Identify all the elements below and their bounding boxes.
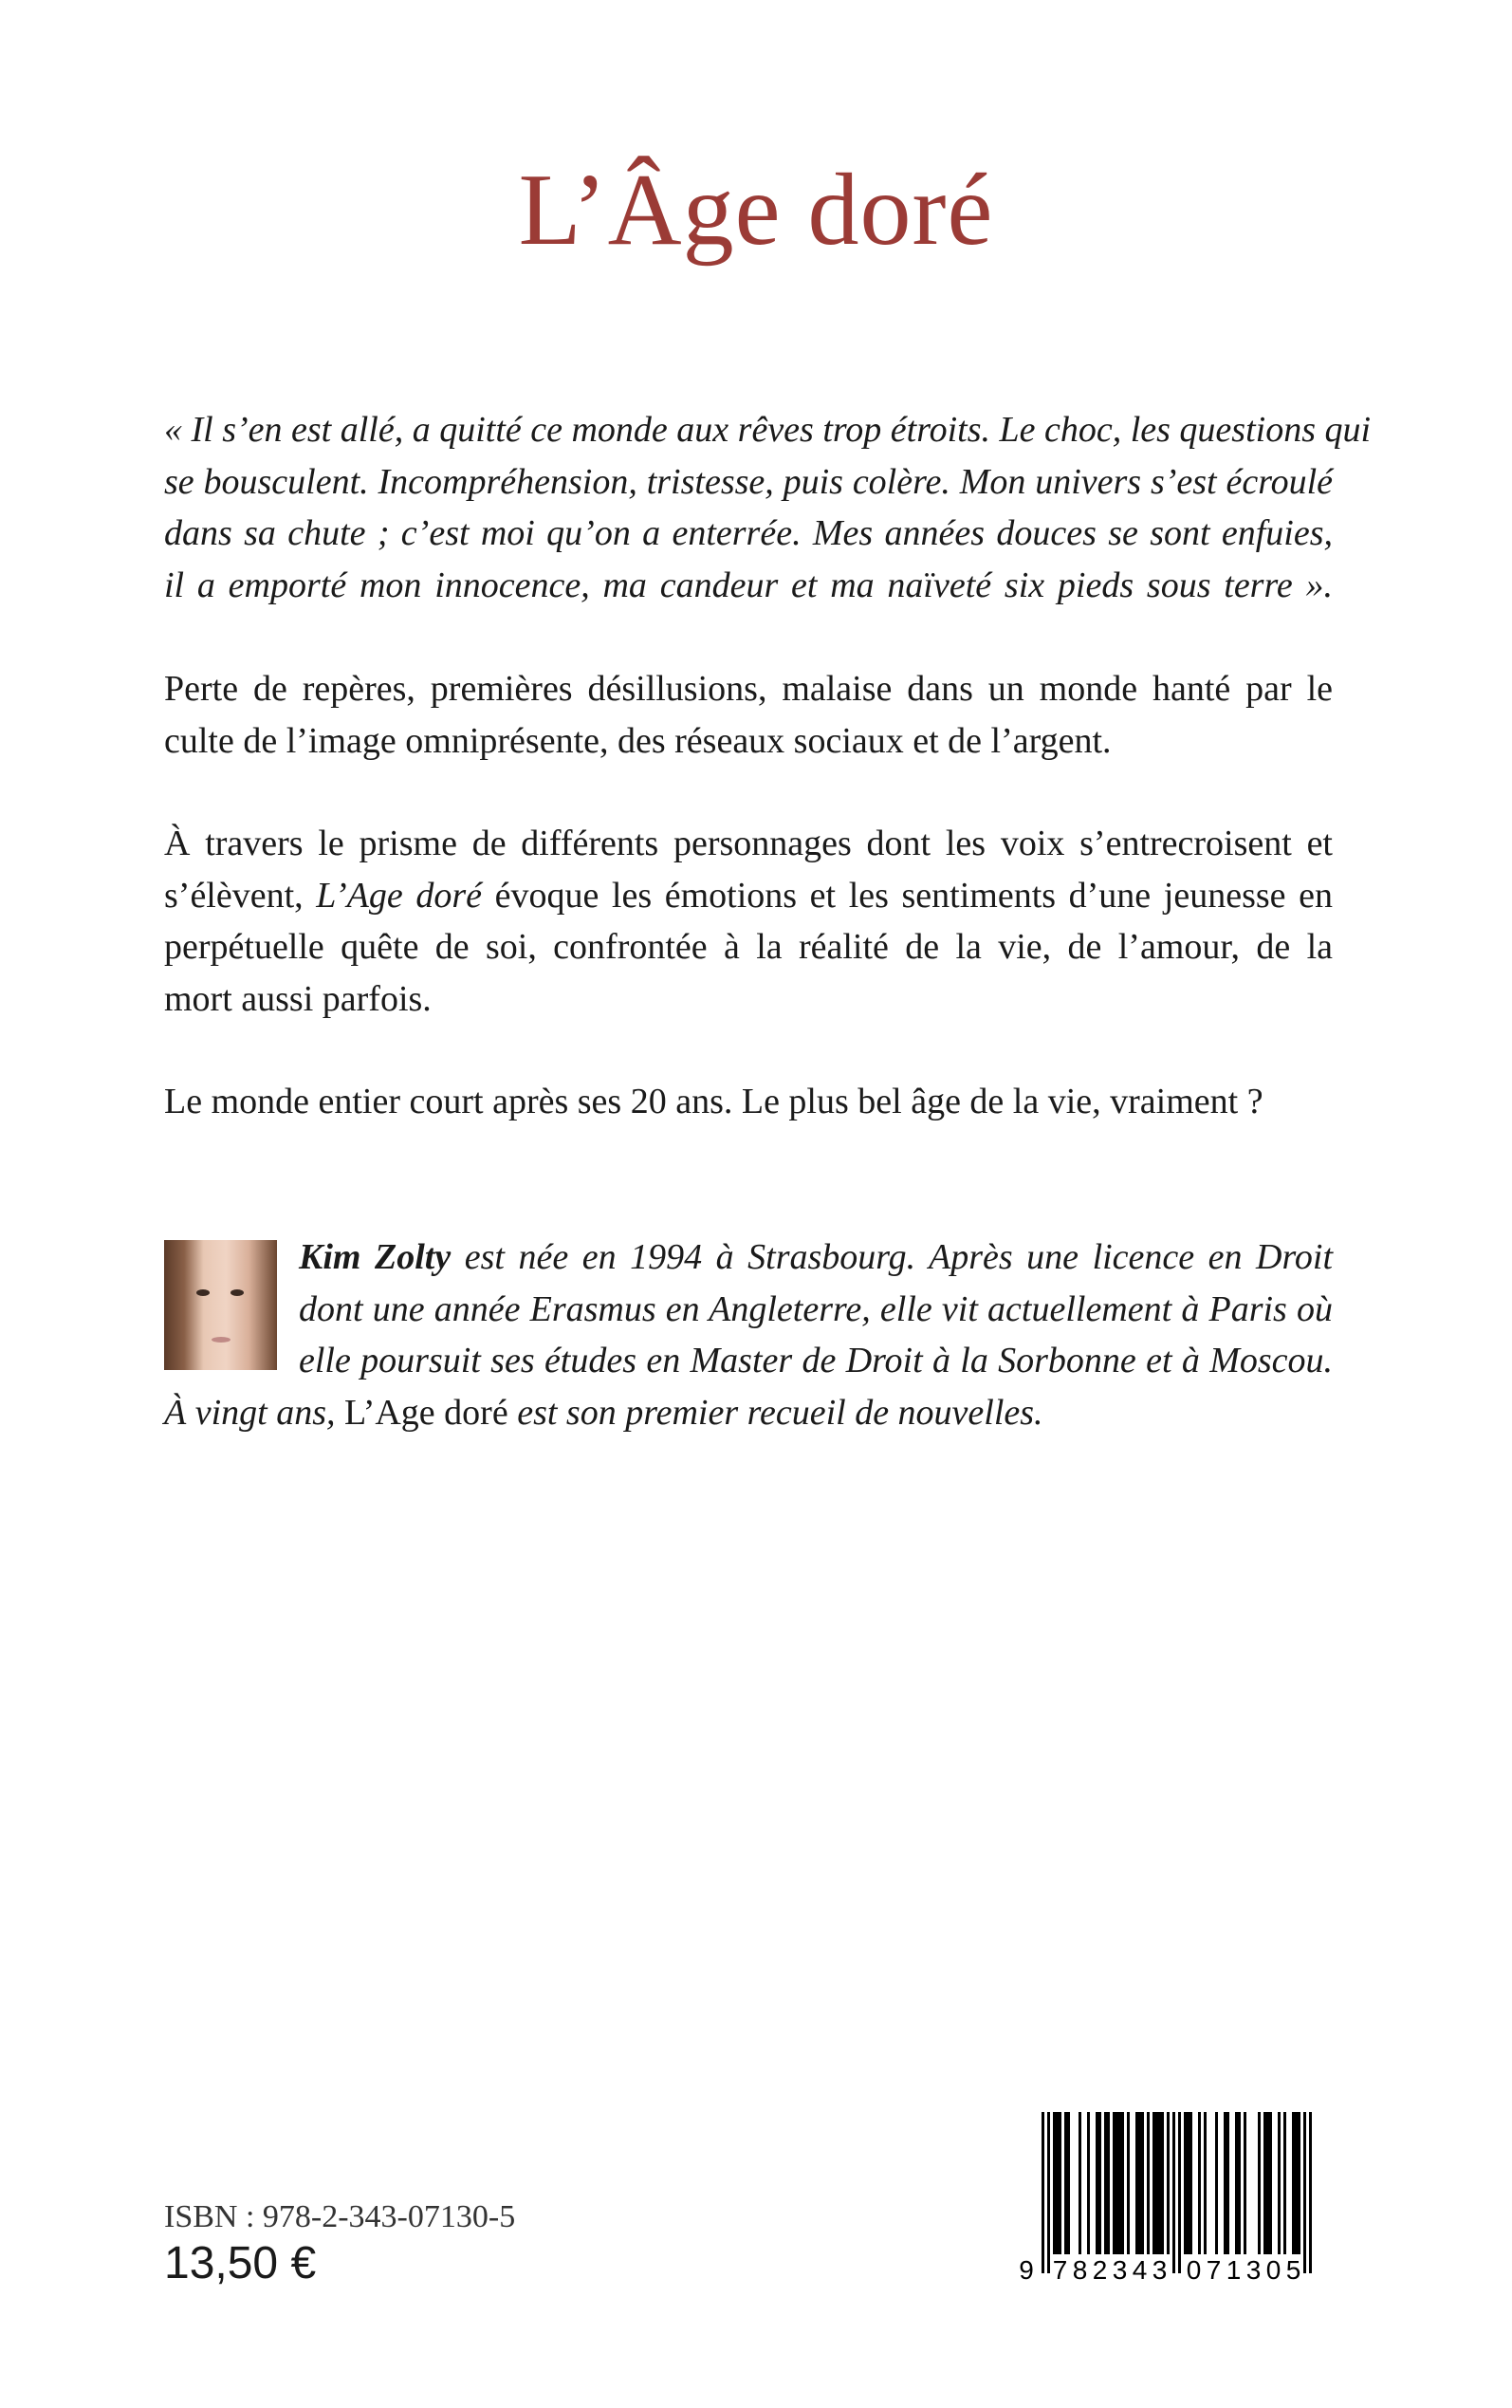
barcode-bar: [1047, 2112, 1050, 2273]
barcode-bar: [1172, 2112, 1175, 2273]
text-segment: évoque les émotions et les sentiments d’une jeunesse en: [481, 875, 1333, 916]
barcode-bar: [1235, 2112, 1238, 2254]
barcode-bar: [1283, 2112, 1286, 2254]
barcode-bar: [1158, 2112, 1161, 2254]
quote-line: « Il s’en est allé, a quitté ce monde aux rêves trop étroits. Le choc, les questions qui: [164, 410, 1372, 450]
synopsis-paragraph-1: [164, 663, 1333, 767]
barcode-digit: 2: [1092, 2255, 1108, 2283]
barcode-digit: 3: [1245, 2255, 1262, 2283]
barcode-bar: [1079, 2112, 1081, 2254]
barcode-bar: [1056, 2112, 1059, 2254]
barcode-digit: 7: [1052, 2255, 1068, 2283]
author-name: Kim Zolty: [299, 1237, 452, 1277]
barcode-digit: 5: [1285, 2255, 1301, 2283]
barcode-bar: [1127, 2112, 1130, 2254]
text-segment: s’élèvent,: [164, 875, 317, 916]
barcode-bar: [1178, 2112, 1181, 2273]
quote-line: se bousculent. Incompréhension, tristesse, puis colère. Mon univers s’est écroulé: [164, 461, 1333, 502]
barcode-bar: [1269, 2112, 1272, 2254]
barcode-bar: [1226, 2112, 1229, 2254]
barcode-bar: [1198, 2112, 1201, 2254]
barcode-bar: [1152, 2112, 1155, 2254]
text-line: mort aussi parfois.: [164, 978, 432, 1019]
barcode-bar: [1104, 2112, 1107, 2254]
text-line: [164, 870, 1333, 922]
quote-line: dans sa chute ; c’est moi qu’on a enterrée. Mes années douces se sont enfuies,: [164, 513, 1333, 553]
text-line: Perte de repères, premières désillusions, malaise dans un monde hanté par le: [164, 669, 1333, 709]
barcode-bar: [1096, 2112, 1098, 2254]
barcode-bar: [1064, 2112, 1067, 2254]
barcode-bar: [1067, 2112, 1070, 2254]
barcode-bar: [1244, 2112, 1246, 2254]
barcode-digit: 3: [1112, 2255, 1128, 2283]
text-line: dont une année Erasmus en Angleterre, elle vit actuellement à Paris où: [299, 1288, 1333, 1329]
barcode-bar: [1116, 2112, 1118, 2254]
barcode-bar: [1184, 2112, 1187, 2254]
barcode-bar: [1161, 2112, 1164, 2254]
barcode-bar: [1147, 2112, 1150, 2254]
author-bio: [164, 1232, 1333, 1438]
barcode-bar: [1204, 2112, 1207, 2254]
barcode-bar: [1087, 2112, 1090, 2254]
barcode-bar: [1215, 2112, 1218, 2254]
barcode-digit: 1: [1226, 2255, 1242, 2283]
text-line: Le monde entier court après ses 20 ans. Le plus bel âge de la vie, vraiment ?: [164, 1082, 1263, 1121]
barcode-bar: [1292, 2112, 1295, 2254]
book-title-inline: L’Age doré: [316, 875, 482, 916]
barcode-bar: [1059, 2112, 1061, 2254]
quote-excerpt: [164, 404, 1372, 611]
barcode-bar: [1138, 2112, 1141, 2254]
barcode-bar: [1135, 2112, 1138, 2254]
book-title: L’Âge doré: [518, 154, 994, 267]
text-line: [164, 1387, 1333, 1439]
isbn-barcode: [1017, 2112, 1339, 2283]
barcode-bar: [1155, 2112, 1158, 2254]
price: 13,50 €: [164, 2238, 317, 2288]
barcode-bar: [1098, 2112, 1101, 2254]
barcode-bar: [1107, 2112, 1110, 2254]
barcode-bar: [1295, 2112, 1298, 2254]
text-segment: À vingt ans,: [164, 1392, 344, 1433]
barcode-bar: [1187, 2112, 1189, 2254]
text-segment: est son premier recueil de nouvelles.: [507, 1392, 1043, 1433]
barcode-bar: [1298, 2112, 1300, 2254]
text-line: perpétuelle quête de soi, confrontée à la réalité de la vie, de l’amour, de la: [164, 927, 1333, 967]
text-line: [299, 1232, 1333, 1284]
barcode-bar: [1309, 2112, 1312, 2273]
quote-line: il a emporté mon innocence, ma candeur et ma naïveté six pieds sous terre ».: [164, 565, 1333, 605]
barcode-bar: [1189, 2112, 1192, 2254]
text-segment: est née en 1994 à Strasbourg. Après une licence en Droit: [451, 1237, 1333, 1277]
synopsis-paragraph-3: [164, 1076, 1333, 1128]
barcode-bar: [1113, 2112, 1116, 2254]
barcode-bar: [1118, 2112, 1121, 2254]
barcode-bar: [1224, 2112, 1226, 2254]
text-line: culte de l’image omniprésente, des réseaux sociaux et de l’argent.: [164, 720, 1112, 761]
barcode-digit: 7: [1206, 2255, 1222, 2283]
barcode-digit: 3: [1152, 2255, 1168, 2283]
barcode-digit: 8: [1072, 2255, 1088, 2283]
barcode-bar: [1053, 2112, 1056, 2254]
barcode-digit: 0: [1265, 2255, 1282, 2283]
text-line: elle poursuit ses études en Master de Droit à la Sorbonne et à Moscou.: [299, 1341, 1333, 1380]
barcode-bar: [1238, 2112, 1241, 2254]
synopsis-paragraph-2: [164, 818, 1333, 1025]
barcode-bar: [1263, 2112, 1266, 2254]
barcode-digit: 4: [1132, 2255, 1148, 2283]
barcode-bar: [1303, 2112, 1306, 2273]
barcode-bar: [1141, 2112, 1144, 2254]
isbn: ISBN : 978-2-343-07130-5: [164, 2199, 516, 2234]
barcode-bar: [1121, 2112, 1124, 2254]
barcode-bar: [1042, 2112, 1044, 2273]
barcode-bar: [1258, 2112, 1261, 2254]
book-title-inline: L’Age doré: [343, 1392, 508, 1433]
barcode-bar: [1266, 2112, 1269, 2254]
barcode-bar: [1278, 2112, 1281, 2254]
text-line: À travers le prisme de différents personnages dont les voix s’entrecroisent et: [164, 824, 1333, 863]
barcode-digit: 9: [1019, 2255, 1034, 2283]
barcode-digit: 0: [1186, 2255, 1202, 2283]
barcode-bar: [1167, 2112, 1170, 2254]
